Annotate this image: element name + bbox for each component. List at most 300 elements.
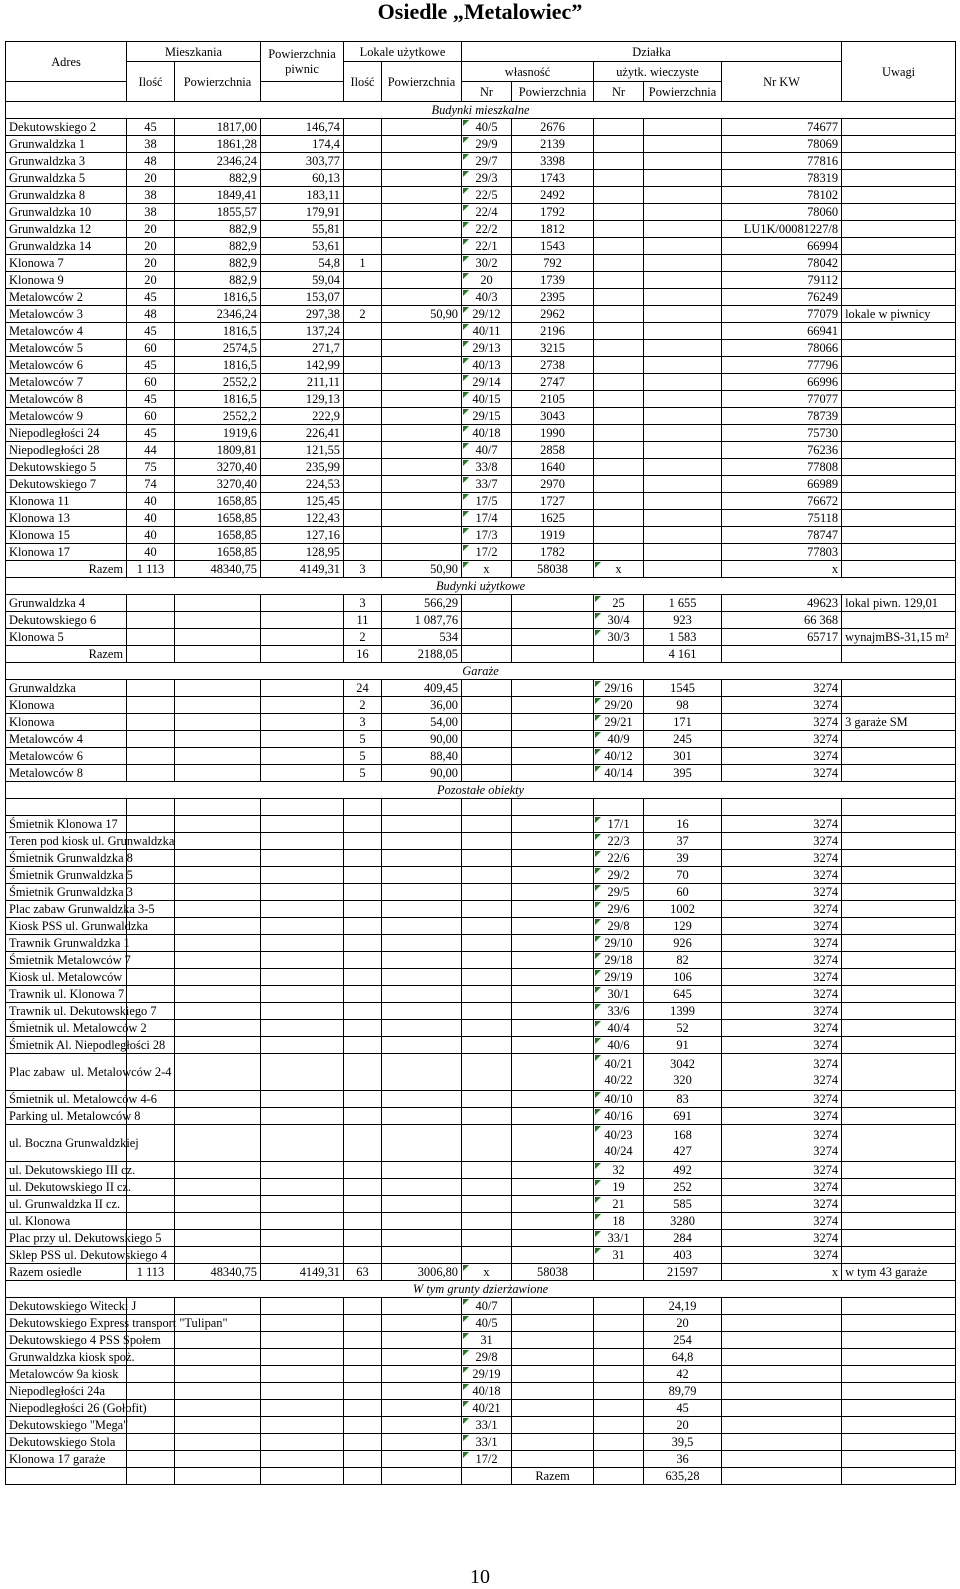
table-cell: 2395 (512, 289, 594, 306)
table-cell: 882,9 (175, 255, 261, 272)
table-cell (462, 1196, 512, 1213)
header-nrkw: Nr KW (722, 62, 842, 102)
table-cell (512, 969, 594, 986)
table-cell (842, 255, 956, 272)
table-cell: 3274 (722, 833, 842, 850)
table-cell (344, 357, 382, 374)
table-cell (382, 1247, 462, 1264)
table-cell (344, 833, 382, 850)
table-cell (382, 272, 462, 289)
table-cell (722, 1468, 842, 1485)
table-cell: 882,9 (175, 272, 261, 289)
page-number: 10 (470, 1566, 490, 1588)
table-row (6, 1196, 956, 1213)
table-cell: 245 (644, 731, 722, 748)
header-wlasnosc: własność (462, 62, 594, 82)
table-cell: 74 (127, 476, 175, 493)
table-cell: 33/6 (594, 1003, 644, 1020)
table-cell (127, 850, 175, 867)
table-cell (842, 136, 956, 153)
table-cell: 77079 (722, 306, 842, 323)
table-cell: ul. Dekutowskiego II cz. (6, 1179, 127, 1196)
table-cell (512, 952, 594, 969)
table-cell: Metalowców 8 (6, 765, 127, 782)
table-cell (175, 1213, 261, 1230)
table-cell: 3006,80 (382, 1264, 462, 1281)
table-cell: 3280 (644, 1213, 722, 1230)
table-cell: 1658,85 (175, 527, 261, 544)
header-uwagi: Uwagi (842, 42, 956, 102)
table-cell (344, 969, 382, 986)
table-cell (175, 1179, 261, 1196)
table-cell: 301 (644, 748, 722, 765)
table-cell: 128,95 (261, 544, 344, 561)
table-cell (344, 1230, 382, 1247)
table-cell (512, 1400, 594, 1417)
table-cell (382, 119, 462, 136)
table-cell: 403 (644, 1247, 722, 1264)
table-cell (382, 1400, 462, 1417)
table-cell (842, 357, 956, 374)
table-cell (842, 731, 956, 748)
table-row (6, 1091, 956, 1108)
table-row (6, 1247, 956, 1264)
table-cell: 45 (644, 1400, 722, 1417)
table-cell: 33/1 (462, 1434, 512, 1451)
table-cell: 29/3 (462, 170, 512, 187)
table-cell (842, 1230, 956, 1247)
table-row (6, 1366, 956, 1383)
table-cell: 2492 (512, 187, 594, 204)
table-cell: 60 (644, 884, 722, 901)
table-cell: 40/5 (462, 1315, 512, 1332)
table-cell (344, 1037, 382, 1054)
table-cell: 29/12 (462, 306, 512, 323)
table-cell: 3274 (722, 850, 842, 867)
table-cell: Klonowa (6, 697, 127, 714)
table-cell: 882,9 (175, 238, 261, 255)
table-cell: 2962 (512, 306, 594, 323)
table-cell: 3274 (722, 748, 842, 765)
table-cell (842, 697, 956, 714)
table-cell (261, 1349, 344, 1366)
table-cell (127, 1417, 175, 1434)
table-cell (512, 612, 594, 629)
table-cell: Kiosk PSS ul. Grunwaldzka (6, 918, 127, 935)
table-cell (644, 561, 722, 578)
table-cell (462, 884, 512, 901)
table-cell (512, 833, 594, 850)
table-cell (644, 238, 722, 255)
table-cell: Dekutowskiego "Mega" (6, 1417, 127, 1434)
section-header (6, 102, 956, 119)
table-cell (594, 459, 644, 476)
table-cell (127, 1434, 175, 1451)
table-cell (842, 816, 956, 833)
table-row (6, 357, 956, 374)
table-cell: Dekutowskiego Witecki J (6, 1298, 127, 1315)
table-cell (722, 799, 842, 816)
table-cell: 1640 (512, 459, 594, 476)
table-cell: 2 (344, 697, 382, 714)
table-cell: 17/2 (462, 544, 512, 561)
table-cell: 59,04 (261, 272, 344, 289)
table-cell: 77796 (722, 357, 842, 374)
table-cell (644, 544, 722, 561)
table-cell (261, 833, 344, 850)
table-cell: 3274 (722, 714, 842, 731)
table-cell (261, 629, 344, 646)
table-cell: 3274 (722, 765, 842, 782)
table-cell (594, 221, 644, 238)
table-cell: 923 (644, 612, 722, 629)
table-cell: 88,40 (382, 748, 462, 765)
table-cell: ul. Klonowa (6, 1213, 127, 1230)
table-cell: 78042 (722, 255, 842, 272)
table-cell (175, 680, 261, 697)
table-cell: 78319 (722, 170, 842, 187)
table-cell: 3042 320 (644, 1054, 722, 1091)
table-cell (512, 1315, 594, 1332)
table-cell (127, 1298, 175, 1315)
table-cell: 20 (127, 272, 175, 289)
table-cell (382, 510, 462, 527)
table-cell (175, 1230, 261, 1247)
table-cell (175, 850, 261, 867)
table-cell: Trawnik ul. Dekutowskiego 7 (6, 1003, 127, 1020)
table-row (6, 1264, 956, 1281)
table-cell: 926 (644, 935, 722, 952)
table-cell (842, 238, 956, 255)
table-cell (344, 1349, 382, 1366)
table-cell (382, 170, 462, 187)
table-cell: 5 (344, 765, 382, 782)
table-cell: Śmietnik Grunwaldzka 3 (6, 884, 127, 901)
table-row (6, 119, 956, 136)
table-cell (462, 816, 512, 833)
section-title: Budynki użytkowe (6, 578, 956, 595)
table-cell: 22/6 (594, 850, 644, 867)
table-cell (842, 969, 956, 986)
table-cell: 45 (127, 357, 175, 374)
table-cell (175, 867, 261, 884)
table-row (6, 748, 956, 765)
section-header (6, 1281, 956, 1298)
table-cell (344, 119, 382, 136)
table-cell: 1809,81 (175, 442, 261, 459)
table-cell (594, 1451, 644, 1468)
table-cell: 171 (644, 714, 722, 731)
table-cell (512, 986, 594, 1003)
table-cell (175, 986, 261, 1003)
table-cell (594, 289, 644, 306)
table-cell (512, 1349, 594, 1366)
table-cell: Teren pod kiosk ul. Grunwaldzka (6, 833, 127, 850)
table-cell (462, 629, 512, 646)
table-cell: Grunwaldzka 5 (6, 170, 127, 187)
table-cell: 40/16 (594, 1108, 644, 1125)
table-cell (175, 1091, 261, 1108)
table-cell (261, 1213, 344, 1230)
table-cell (344, 340, 382, 357)
table-cell: 29/13 (462, 340, 512, 357)
table-cell (127, 697, 175, 714)
table-cell (175, 765, 261, 782)
table-row (6, 153, 956, 170)
table-row (6, 425, 956, 442)
table-cell (512, 1383, 594, 1400)
table-cell: 3215 (512, 340, 594, 357)
table-cell (175, 969, 261, 986)
table-cell (462, 765, 512, 782)
table-cell: Kiosk ul. Metalowców (6, 969, 127, 986)
table-cell (261, 1054, 344, 1091)
table-cell: 395 (644, 765, 722, 782)
table-cell (842, 833, 956, 850)
table-cell (261, 935, 344, 952)
table-cell (344, 1196, 382, 1213)
table-cell: 42 (644, 1366, 722, 1383)
table-cell: Metalowców 9a kiosk (6, 1366, 127, 1383)
table-cell (382, 1125, 462, 1162)
table-cell (594, 204, 644, 221)
table-cell (842, 867, 956, 884)
table-cell: Niepodległości 26 (Gołofit) (6, 1400, 127, 1417)
table-cell: 125,45 (261, 493, 344, 510)
table-cell: 45 (127, 425, 175, 442)
table-cell: 39 (644, 850, 722, 867)
table-cell (261, 1366, 344, 1383)
table-cell (842, 476, 956, 493)
table-cell: 297,38 (261, 306, 344, 323)
table-cell (842, 425, 956, 442)
table-cell: 3274 (722, 1162, 842, 1179)
table-cell (127, 901, 175, 918)
table-cell (644, 476, 722, 493)
table-cell (127, 680, 175, 697)
table-cell (842, 1091, 956, 1108)
table-cell: 20 (127, 170, 175, 187)
table-cell: 29/14 (462, 374, 512, 391)
table-cell: 17/3 (462, 527, 512, 544)
table-cell (382, 901, 462, 918)
table-cell (842, 1315, 956, 1332)
table-cell: 1543 (512, 238, 594, 255)
table-cell (344, 170, 382, 187)
table-cell: 77077 (722, 391, 842, 408)
table-cell (127, 918, 175, 935)
table-cell: x (722, 561, 842, 578)
table-cell (644, 289, 722, 306)
table-cell: Razem (512, 1468, 594, 1485)
table-cell: 40/10 (594, 1091, 644, 1108)
table-cell (842, 612, 956, 629)
table-cell (127, 986, 175, 1003)
table-cell: 20 (462, 272, 512, 289)
table-cell (462, 1468, 512, 1485)
table-cell (644, 204, 722, 221)
table-cell: 18 (594, 1213, 644, 1230)
table-cell (842, 1451, 956, 1468)
table-cell: 78060 (722, 204, 842, 221)
table-cell (722, 1315, 842, 1332)
table-cell (382, 221, 462, 238)
table-cell (594, 799, 644, 816)
table-row (6, 1451, 956, 1468)
table-cell (344, 1434, 382, 1451)
table-cell: 78102 (722, 187, 842, 204)
table-cell (344, 1451, 382, 1468)
table-cell (462, 1179, 512, 1196)
header-lokale-ilosc: Ilość (344, 62, 382, 102)
table-cell (722, 1332, 842, 1349)
table-cell (462, 612, 512, 629)
table-cell (462, 952, 512, 969)
table-row (6, 289, 956, 306)
table-cell (842, 935, 956, 952)
table-cell (127, 833, 175, 850)
table-cell (261, 714, 344, 731)
table-cell: 40/15 (462, 391, 512, 408)
table-cell (344, 323, 382, 340)
table-cell (512, 1213, 594, 1230)
table-cell: 3274 (722, 867, 842, 884)
table-cell (644, 170, 722, 187)
table-cell (127, 1162, 175, 1179)
table-cell (462, 867, 512, 884)
table-cell (175, 1451, 261, 1468)
table-cell: 3274 (722, 731, 842, 748)
table-cell: 40/7 (462, 442, 512, 459)
table-cell (842, 1020, 956, 1037)
table-cell: 40/13 (462, 357, 512, 374)
table-row (6, 170, 956, 187)
table-cell: 60,13 (261, 170, 344, 187)
table-cell (382, 374, 462, 391)
table-cell (842, 119, 956, 136)
table-cell (175, 1125, 261, 1162)
table-cell: 48340,75 (175, 1264, 261, 1281)
table-cell: 3274 (722, 1108, 842, 1125)
table-cell (261, 748, 344, 765)
table-cell: Metalowców 3 (6, 306, 127, 323)
table-row (6, 1332, 956, 1349)
table-cell (462, 1054, 512, 1091)
table-cell (842, 1383, 956, 1400)
table-cell: 50,90 (382, 306, 462, 323)
table-cell (842, 1468, 956, 1485)
table-cell: 224,53 (261, 476, 344, 493)
table-cell (261, 595, 344, 612)
table-cell: 1855,57 (175, 204, 261, 221)
table-row (6, 1162, 956, 1179)
table-cell (512, 1108, 594, 1125)
table-row (6, 646, 956, 663)
table-cell (594, 1417, 644, 1434)
table-cell (261, 1298, 344, 1315)
header-pow-piwnic: Powierzchnia piwnic (261, 42, 344, 82)
table-cell (644, 442, 722, 459)
table-cell (842, 1434, 956, 1451)
table-cell: 153,07 (261, 289, 344, 306)
table-cell (462, 1020, 512, 1037)
table-cell (512, 1020, 594, 1037)
table-cell (382, 527, 462, 544)
table-row (6, 340, 956, 357)
table-cell: ul. Boczna Grunwaldzkiej (6, 1125, 127, 1162)
table-cell: 3270,40 (175, 459, 261, 476)
table-cell (512, 765, 594, 782)
table-cell (512, 901, 594, 918)
table-cell (127, 595, 175, 612)
header-lokale: Lokale użytkowe (344, 42, 462, 62)
table-cell: 4149,31 (261, 561, 344, 578)
table-cell (261, 646, 344, 663)
table-cell: 91 (644, 1037, 722, 1054)
table-cell (382, 442, 462, 459)
table-cell (512, 918, 594, 935)
table-cell (842, 221, 956, 238)
table-cell (175, 901, 261, 918)
table-cell: 79112 (722, 272, 842, 289)
table-cell: 1743 (512, 170, 594, 187)
table-cell: Dekutowskiego Express transport "Tulipan" (6, 1315, 127, 1332)
table-row (6, 493, 956, 510)
table-cell (382, 391, 462, 408)
table-row (6, 1383, 956, 1400)
table-cell: 20 (127, 221, 175, 238)
table-cell (344, 1417, 382, 1434)
table-cell: 29/8 (462, 1349, 512, 1366)
table-cell (344, 272, 382, 289)
table-cell (344, 425, 382, 442)
table-cell (382, 425, 462, 442)
table-cell: 70 (644, 867, 722, 884)
table-row (6, 391, 956, 408)
table-cell: Metalowców 4 (6, 731, 127, 748)
table-cell (842, 493, 956, 510)
table-cell (594, 1349, 644, 1366)
table-cell (382, 1332, 462, 1349)
table-cell: Metalowców 2 (6, 289, 127, 306)
table-cell: 90,00 (382, 765, 462, 782)
table-cell (344, 1003, 382, 1020)
table-cell: 129 (644, 918, 722, 935)
table-cell: Trawnik Grunwaldzka 1 (6, 935, 127, 952)
table-cell: 3274 (722, 1003, 842, 1020)
table-cell: Parking ul. Metalowców 8 (6, 1108, 127, 1125)
table-cell: Metalowców 6 (6, 357, 127, 374)
header-blank (6, 82, 127, 102)
table-cell (175, 952, 261, 969)
table-cell (512, 799, 594, 816)
table-cell (127, 1003, 175, 1020)
section-title: Budynki mieszkalne (6, 102, 956, 119)
table-cell: 17/1 (594, 816, 644, 833)
table-cell: 645 (644, 986, 722, 1003)
table-cell: 882,9 (175, 170, 261, 187)
table-cell (175, 884, 261, 901)
table-cell (722, 1298, 842, 1315)
table-cell (842, 204, 956, 221)
table-row (6, 323, 956, 340)
table-cell (722, 1400, 842, 1417)
table-cell (594, 1366, 644, 1383)
header-powierzchnia: Powierzchnia (175, 62, 261, 102)
table-cell: 40/18 (462, 1383, 512, 1400)
table-cell: Klonowa 5 (6, 629, 127, 646)
table-cell: 2139 (512, 136, 594, 153)
